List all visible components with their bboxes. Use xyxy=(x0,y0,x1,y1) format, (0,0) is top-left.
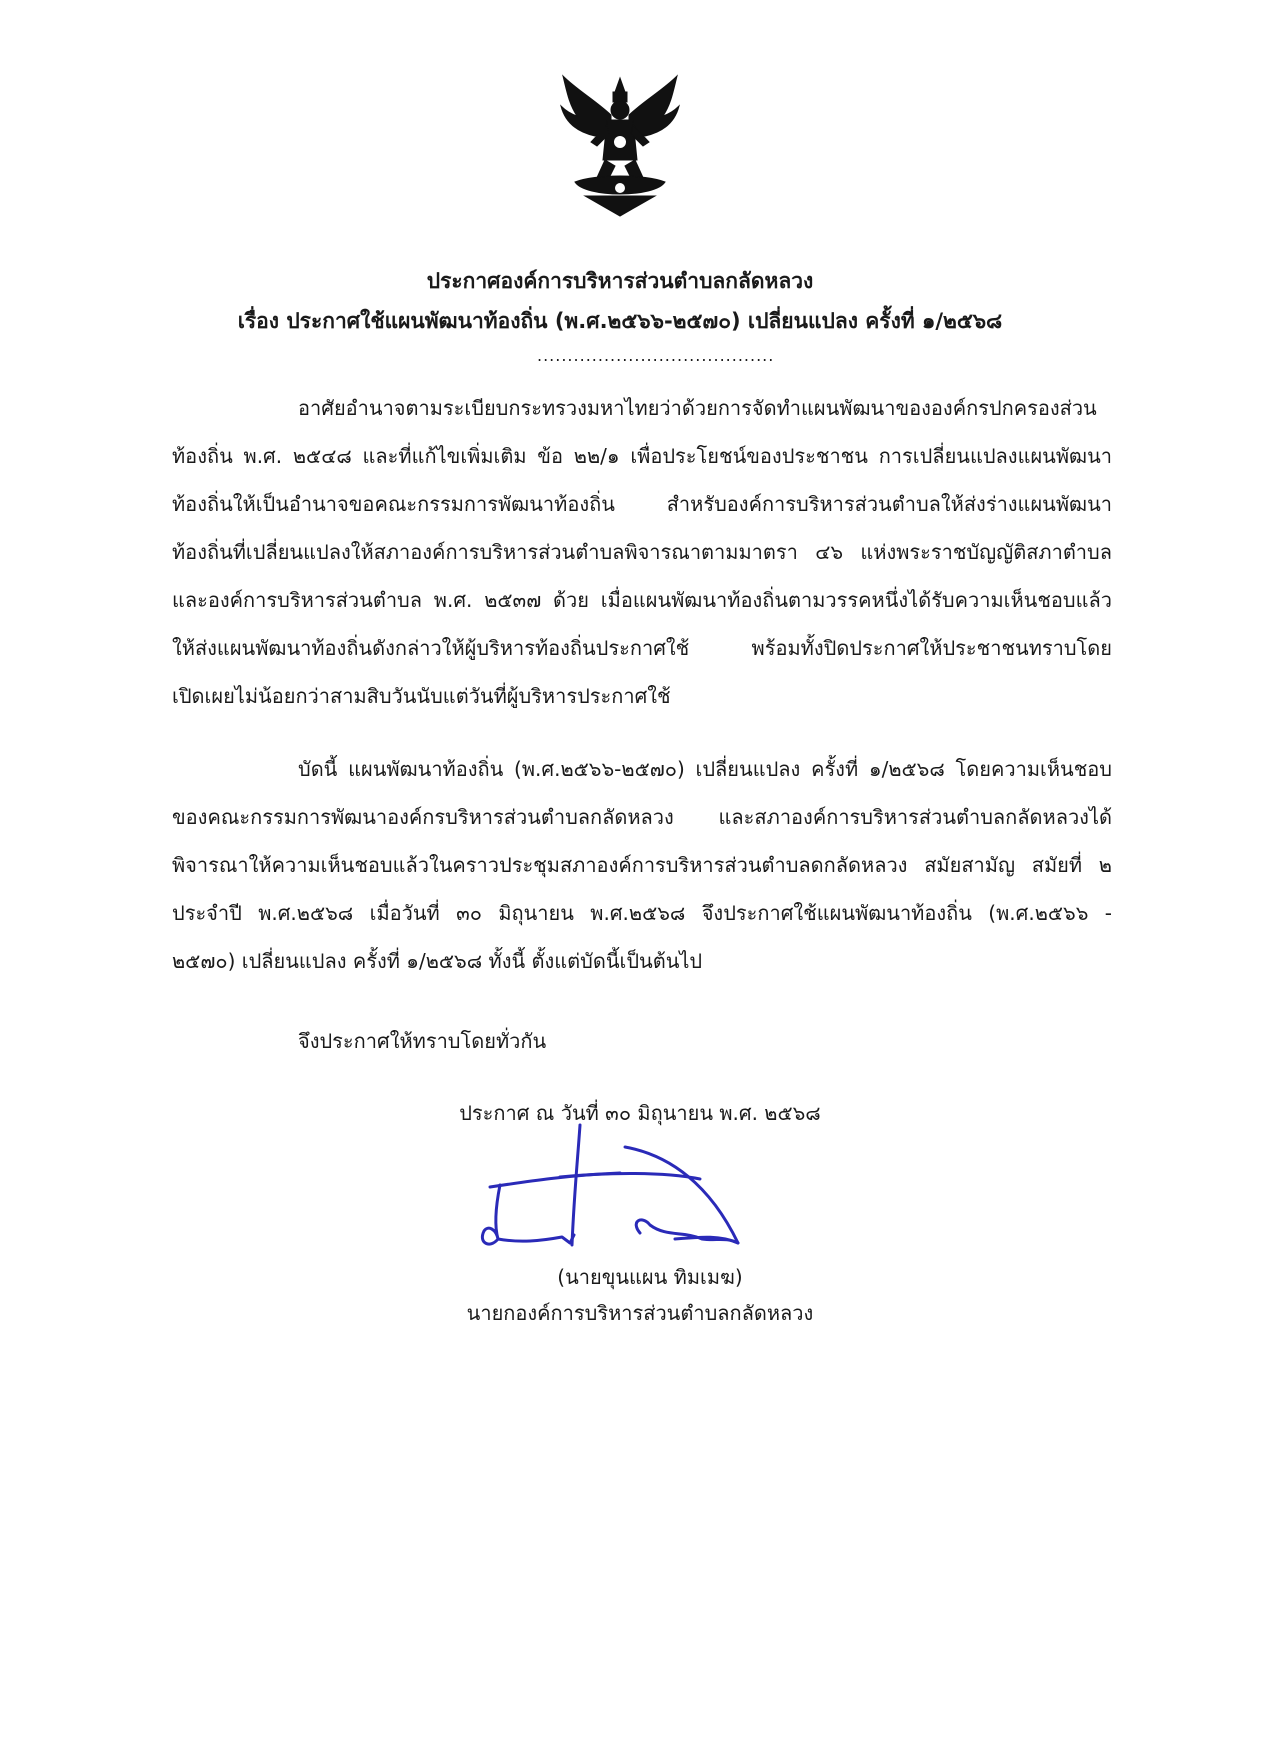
paragraph2-line: ประจำปี พ.ศ.๒๕๖๘ เมื่อวันที่ ๓๐ มิถุนายน พ.ศ.๒๕๖๘ จึงประกาศใช้แผนพัฒนาท้องถิ่น (พ.ศ.๒๕๖๖ - xyxy=(172,901,1112,925)
paragraph1-line: เปิดเผยไม่น้อยกว่าสามสิบวันนับแต่วันที่ผู้บริหารประกาศใช้ xyxy=(172,684,671,708)
title-divider: ....................................... xyxy=(537,346,775,365)
closing-statement: จึงประกาศให้ทราบโดยทั่วกัน xyxy=(298,1029,547,1053)
paragraph1-line: ท้องถิ่นที่เปลี่ยนแปลงให้สภาองค์การบริหารส่วนตำบลพิจารณาตามมาตรา ๔๖ แห่งพระราชบัญญัติสภาตำบล xyxy=(172,540,1112,564)
paragraph2-line: ๒๕๗๐) เปลี่ยนแปลง ครั้งที่ ๑/๒๕๖๘ ทั้งนี้ ตั้งแต่บัดนี้เป็นต้นไป xyxy=(172,949,703,973)
signer-name: (นายขุนแผน ทิมเมฆ) xyxy=(557,1265,743,1289)
document-title: ประกาศองค์การบริหารส่วนตำบลกลัดหลวง xyxy=(426,269,814,293)
paragraph1-line: ให้ส่งแผนพัฒนาท้องถิ่นดังกล่าวให้ผู้บริหารท้องถิ่นประกาศใช้ พร้อมทั้งปิดประกาศให้ประชาชนทราบโดย xyxy=(172,636,1112,660)
signer-title: นายกองค์การบริหารส่วนตำบลกลัดหลวง xyxy=(466,1301,814,1325)
paragraph1-line: ท้องถิ่นให้เป็นอำนาจขอคณะกรรมการพัฒนาท้องถิ่น สำหรับองค์การบริหารส่วนตำบลให้ส่งร่างแผนพัฒนา xyxy=(172,492,1112,516)
handwritten-signature-icon xyxy=(470,1125,770,1265)
document-subject: เรื่อง ประกาศใช้แผนพัฒนาท้องถิ่น (พ.ศ.๒๕๖๖-๒๕๗๐) เปลี่ยนแปลง ครั้งที่ ๑/๒๕๖๘ xyxy=(237,309,1003,333)
paragraph2-line: บัดนี้ แผนพัฒนาท้องถิ่น (พ.ศ.๒๕๖๖-๒๕๗๐) เปลี่ยนแปลง ครั้งที่ ๑/๒๕๖๘ โดยความเห็นชอบ xyxy=(298,757,1112,781)
paragraph1-line: ท้องถิ่น พ.ศ. ๒๕๔๘ และที่แก้ไขเพิ่มเติม ข้อ ๒๒/๑ เพื่อประโยชน์ของประชาชน การเปลี่ยนแปลงแผนพัฒนา xyxy=(172,444,1112,468)
garuda-emblem-icon xyxy=(555,70,685,220)
paragraph1-line: และองค์การบริหารส่วนตำบล พ.ศ. ๒๕๓๗ ด้วย เมื่อแผนพัฒนาท้องถิ่นตามวรรคหนึ่งได้รับความเห็นชอบแล้ว xyxy=(172,588,1112,612)
paragraph1-line: อาศัยอำนาจตามระเบียบกระทรวงมหาไทยว่าด้วยการจัดทำแผนพัฒนาขององค์กรปกครองส่วน xyxy=(298,396,1097,420)
announcement-date: ประกาศ ณ วันที่ ๓๐ มิถุนายน พ.ศ. ๒๕๖๘ xyxy=(459,1101,821,1125)
paragraph2-line: พิจารณาให้ความเห็นชอบแล้วในคราวประชุมสภาองค์การบริหารส่วนตำบลดกลัดหลวง สมัยสามัญ สมัยที่ ๒ xyxy=(172,853,1112,877)
paragraph2-line: ของคณะกรรมการพัฒนาองค์กรบริหารส่วนตำบลกลัดหลวง และสภาองค์การบริหารส่วนตำบลกลัดหลวงได้ xyxy=(172,805,1112,829)
